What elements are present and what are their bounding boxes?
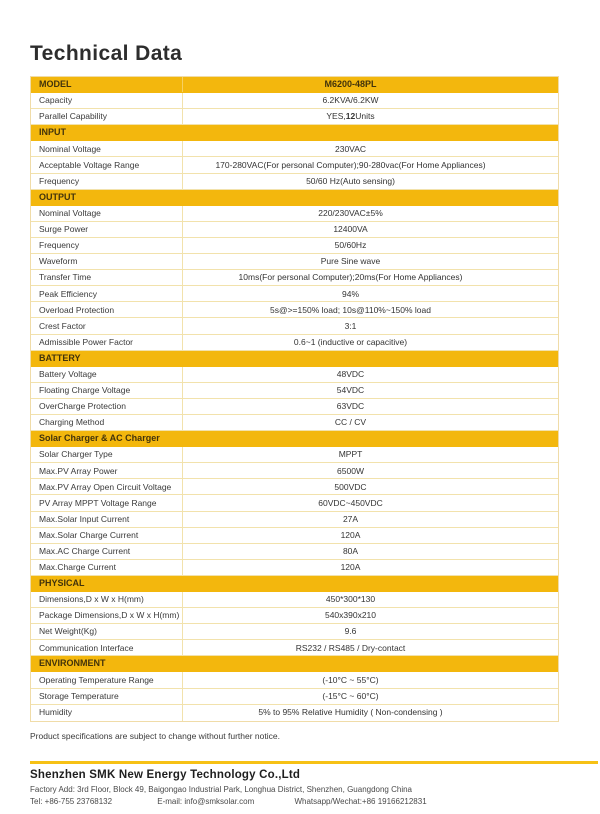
spec-row <box>31 109 558 125</box>
spec-value: 9.6 <box>344 626 357 637</box>
spec-row <box>31 270 558 286</box>
spec-label: Max.Charge Current <box>31 560 183 575</box>
spec-value-segment: YES, <box>326 111 346 122</box>
spec-row <box>31 592 558 608</box>
section-header-label: OUTPUT <box>39 191 76 202</box>
section-header-label: MODEL <box>31 77 183 92</box>
spec-value: 80A <box>342 546 359 557</box>
spec-value: MPPT <box>338 449 363 460</box>
spec-row <box>31 254 558 270</box>
spec-value: 0.6~1 (inductive or capacitive) <box>293 336 408 347</box>
section-header-row <box>31 125 558 141</box>
spec-label: Acceptable Voltage Range <box>31 157 183 172</box>
contact-tel: Tel: +86-755 23768132 <box>30 797 113 806</box>
spec-row <box>31 383 558 399</box>
spec-value: 27A <box>342 513 359 524</box>
spec-label: Max.PV Array Open Circuit Voltage <box>31 479 183 494</box>
spec-label: Solar Charger Type <box>31 447 183 462</box>
spec-label: Operating Temperature Range <box>31 672 183 687</box>
contact-email: E-mail: info@smksolar.com <box>157 797 255 806</box>
spec-value: 10ms(For personal Computer);20ms(For Home Appliances) <box>238 272 463 283</box>
spec-row <box>31 512 558 528</box>
spec-row <box>31 399 558 415</box>
spec-row <box>31 335 558 351</box>
spec-row <box>31 141 558 157</box>
spec-value: 220/230VAC±5% <box>318 208 383 219</box>
section-header-label: ENVIRONMENT <box>39 658 106 669</box>
spec-label: Battery Voltage <box>31 367 183 382</box>
spec-value: 6.2KVA/6.2KW <box>322 95 379 106</box>
spec-value: 6500W <box>337 465 364 476</box>
section-header-row <box>31 576 558 592</box>
spec-row <box>31 672 558 688</box>
spec-row <box>31 608 558 624</box>
spec-label: Capacity <box>31 93 183 108</box>
factory-address: Factory Add: 3rd Floor, Block 49, Baigongao Industrial Park, Longhua District, Shenzhen, Guangdong China <box>30 785 413 794</box>
spec-label: Peak Efficiency <box>31 286 183 301</box>
spec-value: 50/60 Hz(Auto sensing) <box>306 175 395 186</box>
spec-row <box>31 286 558 302</box>
spec-label: PV Array MPPT Voltage Range <box>31 495 183 510</box>
spec-label: Charging Method <box>31 415 183 430</box>
spec-value: CC / CV <box>334 417 367 428</box>
spec-value-segment: Units <box>355 111 375 122</box>
section-header-row <box>31 190 558 206</box>
spec-label: Waveform <box>31 254 183 269</box>
footnote: Product specifications are subject to change without further notice. <box>30 731 280 741</box>
spec-label: Communication Interface <box>31 640 183 655</box>
spec-value: 230VAC <box>334 143 367 154</box>
spec-value-bold-segment: 12 <box>345 111 356 122</box>
spec-label: Frequency <box>31 238 183 253</box>
spec-row <box>31 528 558 544</box>
spec-label: Nominal Voltage <box>31 206 183 221</box>
spec-label: Storage Temperature <box>31 689 183 704</box>
contact-line <box>30 797 427 806</box>
spec-value: RS232 / RS485 / Dry-contact <box>295 642 406 653</box>
section-header-row <box>31 656 558 672</box>
spec-label: Net Weight(Kg) <box>31 624 183 639</box>
spec-value: 48VDC <box>336 368 365 379</box>
spec-label: Frequency <box>31 174 183 189</box>
spec-value: 3:1 <box>344 320 357 331</box>
spec-row <box>31 640 558 656</box>
spec-row <box>31 206 558 222</box>
section-header-row <box>31 351 558 367</box>
spec-label: Overload Protection <box>31 302 183 317</box>
spec-label: Max.Solar Input Current <box>31 512 183 527</box>
spec-row <box>31 560 558 576</box>
section-header-row <box>31 77 558 93</box>
section-header-label: INPUT <box>39 127 66 138</box>
spec-value <box>183 109 558 124</box>
spec-row <box>31 447 558 463</box>
spec-label: Nominal Voltage <box>31 141 183 156</box>
spec-label: Transfer Time <box>31 270 183 285</box>
spec-label: Surge Power <box>31 222 183 237</box>
spec-label: Humidity <box>31 705 183 721</box>
spec-value: 540x390x210 <box>324 610 377 621</box>
spec-row <box>31 174 558 190</box>
section-header-label: PHYSICAL <box>39 577 85 588</box>
section-header-label: BATTERY <box>39 352 81 363</box>
spec-value: 120A <box>340 562 361 573</box>
spec-row <box>31 463 558 479</box>
spec-value: 120A <box>340 529 361 540</box>
spec-row <box>31 367 558 383</box>
spec-label: OverCharge Protection <box>31 399 183 414</box>
spec-row <box>31 238 558 254</box>
spec-label: Admissible Power Factor <box>31 335 183 350</box>
spec-value: 63VDC <box>336 401 365 412</box>
spec-row <box>31 157 558 173</box>
spec-row <box>31 495 558 511</box>
spec-row <box>31 93 558 109</box>
section-header-value: M6200-48PL <box>324 79 377 90</box>
spec-row <box>31 222 558 238</box>
spec-label: Package Dimensions,D x W x H(mm) <box>31 608 183 623</box>
section-header-row <box>31 431 558 447</box>
spec-row <box>31 689 558 705</box>
spec-label: Crest Factor <box>31 318 183 333</box>
spec-value: 60VDC~450VDC <box>318 497 383 508</box>
spec-row <box>31 318 558 334</box>
spec-value: 170-280VAC(For personal Computer);90-280vac(For Home Appliances) <box>215 159 486 170</box>
spec-label: Parallel Capability <box>31 109 183 124</box>
footer-divider <box>30 761 598 764</box>
spec-value: 450*300*130 <box>325 594 376 605</box>
spec-value: 5% to 95% Relative Humidity ( Non-condensing ) <box>258 707 443 718</box>
spec-label: Max.Solar Charge Current <box>31 528 183 543</box>
section-header-label: Solar Charger & AC Charger <box>39 433 160 444</box>
spec-value: 94% <box>341 288 359 299</box>
spec-label: Max.PV Array Power <box>31 463 183 478</box>
page-title: Technical Data <box>30 42 183 65</box>
spec-value: (-15°C ~ 60°C) <box>322 690 379 701</box>
spec-row <box>31 415 558 431</box>
spec-label: Dimensions,D x W x H(mm) <box>31 592 183 607</box>
company-name: Shenzhen SMK New Energy Technology Co.,Ltd <box>30 769 301 781</box>
spec-row <box>31 302 558 318</box>
spec-value: 500VDC <box>334 481 367 492</box>
spec-label: Floating Charge Voltage <box>31 383 183 398</box>
spec-row <box>31 624 558 640</box>
spec-row <box>31 544 558 560</box>
spec-value: 50/60Hz <box>334 240 367 251</box>
spec-table <box>30 76 559 722</box>
spec-value: Pure Sine wave <box>320 256 381 267</box>
spec-value: (-10°C ~ 55°C) <box>322 674 379 685</box>
spec-label: Max.AC Charge Current <box>31 544 183 559</box>
spec-value: 12400VA <box>333 224 368 235</box>
contact-whatsapp: Whatsapp/Wechat:+86 19166212831 <box>294 797 427 806</box>
spec-value: 54VDC <box>336 385 365 396</box>
spec-row <box>31 479 558 495</box>
spec-row <box>31 705 558 721</box>
spec-value: 5s@>=150% load; 10s@110%~150% load <box>269 304 431 315</box>
